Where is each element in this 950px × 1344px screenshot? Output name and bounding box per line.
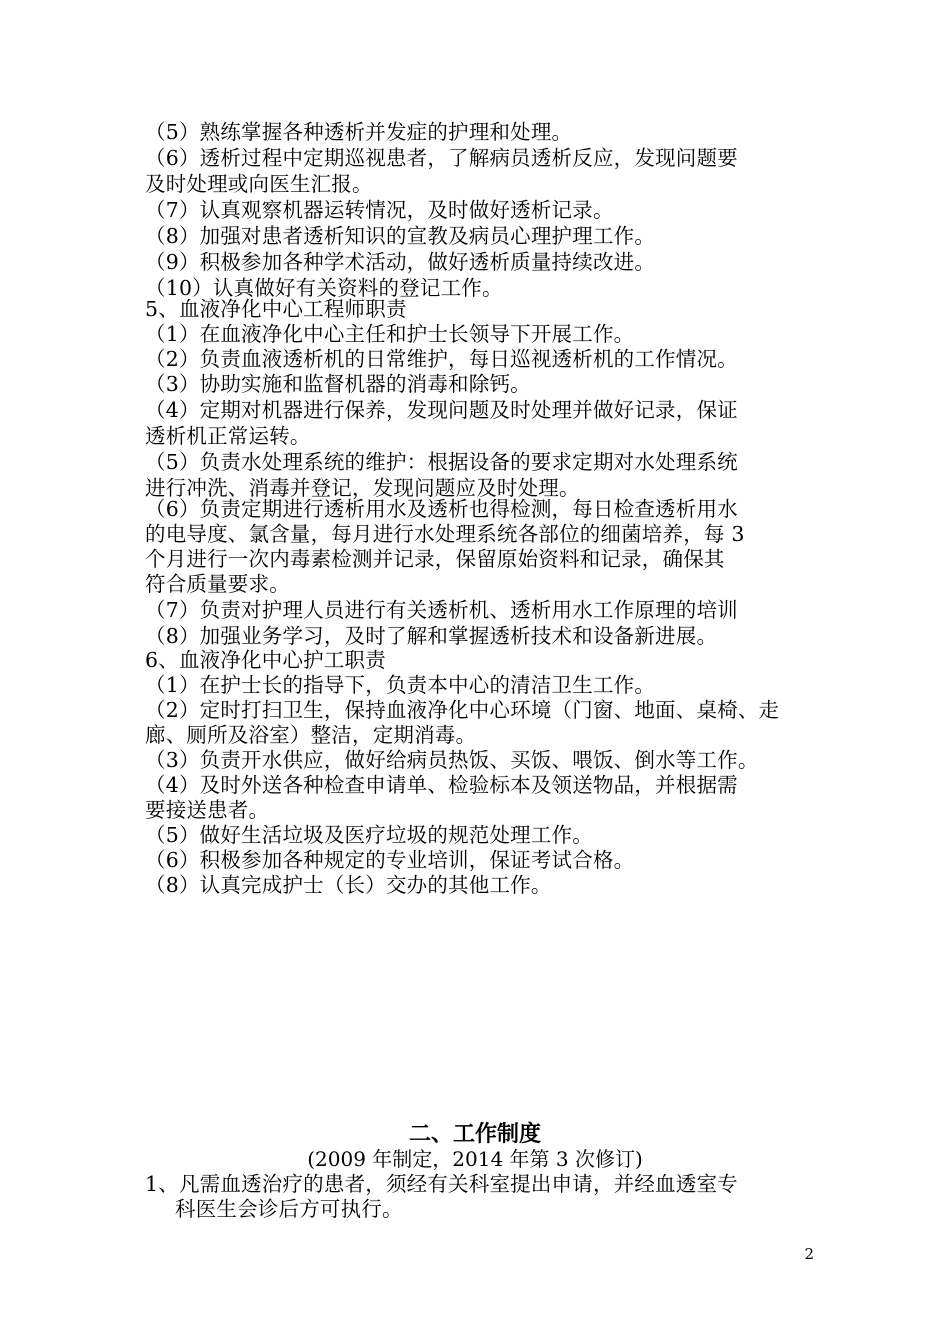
text-line: （3）协助实施和监督机器的消毒和除钙。 [145,372,531,396]
text-line: （1）在血液净化中心主任和护士长领导下开展工作。 [145,322,635,346]
text-line: （3）负责开水供应，做好给病员热饭、买饭、喂饭、倒水等工作。 [145,748,759,772]
section-subtitle: (2009 年制定，2014 年第 3 次修订) [307,1147,643,1171]
text-line: 要接送患者。 [145,798,270,822]
text-line: （5）负责水处理系统的维护：根据设备的要求定期对水处理系统 [145,450,738,474]
text-line: 廊、厕所及浴室）整洁，定期消毒。 [145,723,477,747]
section-heading-caretaker: 6、血液净化中心护工职责 [145,648,386,672]
text-line: （5）做好生活垃圾及医疗垃圾的规范处理工作。 [145,823,593,847]
section-heading-engineer: 5、血液净化中心工程师职责 [145,297,407,321]
text-line: （8）加强业务学习，及时了解和掌握透析技术和设备新进展。 [145,624,718,648]
text-line: （2）定时打扫卫生，保持血液净化中心环境（门窗、地面、桌椅、走 [145,698,780,722]
text-line: 透析机正常运转。 [145,424,311,448]
text-line: （9）积极参加各种学术活动，做好透析质量持续改进。 [145,250,656,274]
text-line: （6）负责定期进行透析用水及透析也得检测，每日检查透析用水 [145,497,738,521]
text-line: （6）积极参加各种规定的专业培训，保证考试合格。 [145,848,635,872]
text-line: （5）熟练掌握各种透析并发症的护理和处理。 [145,120,573,144]
text-line: 的电导度、氯含量，每月进行水处理系统各部位的细菌培养，每 3 [145,522,745,546]
text-line: 科医生会诊后方可执行。 [175,1197,403,1221]
text-line: （8）认真完成护士（长）交办的其他工作。 [145,873,552,897]
text-line: 个月进行一次内毒素检测并记录，保留原始资料和记录，确保其 [145,547,725,571]
section-title: 二、工作制度 [408,1121,541,1147]
text-line: （4）定期对机器进行保养，发现问题及时处理并做好记录，保证 [145,398,738,422]
text-line: （10）认真做好有关资料的登记工作。 [145,276,503,300]
text-line: （7）认真观察机器运转情况，及时做好透析记录。 [145,198,614,222]
page-number: 2 [804,1245,814,1263]
text-line: 1、凡需血透治疗的患者，须经有关科室提出申请，并经血透室专 [145,1172,738,1196]
text-line: （1）在护士长的指导下，负责本中心的清洁卫生工作。 [145,673,656,697]
text-line: （6）透析过程中定期巡视患者，了解病员透析反应，发现问题要 [145,146,738,170]
text-line: （4）及时外送各种检查申请单、检验标本及领送物品，并根据需 [145,773,738,797]
text-line: 及时处理或向医生汇报。 [145,172,373,196]
text-line: （2）负责血液透析机的日常维护，每日巡视透析机的工作情况。 [145,347,738,371]
text-line: 进行冲洗、消毒并登记，发现问题应及时处理。 [145,476,580,500]
text-line: （8）加强对患者透析知识的宣教及病员心理护理工作。 [145,224,656,248]
text-line: 符合质量要求。 [145,572,290,596]
text-line: （7）负责对护理人员进行有关透析机、透析用水工作原理的培训 [145,598,738,622]
